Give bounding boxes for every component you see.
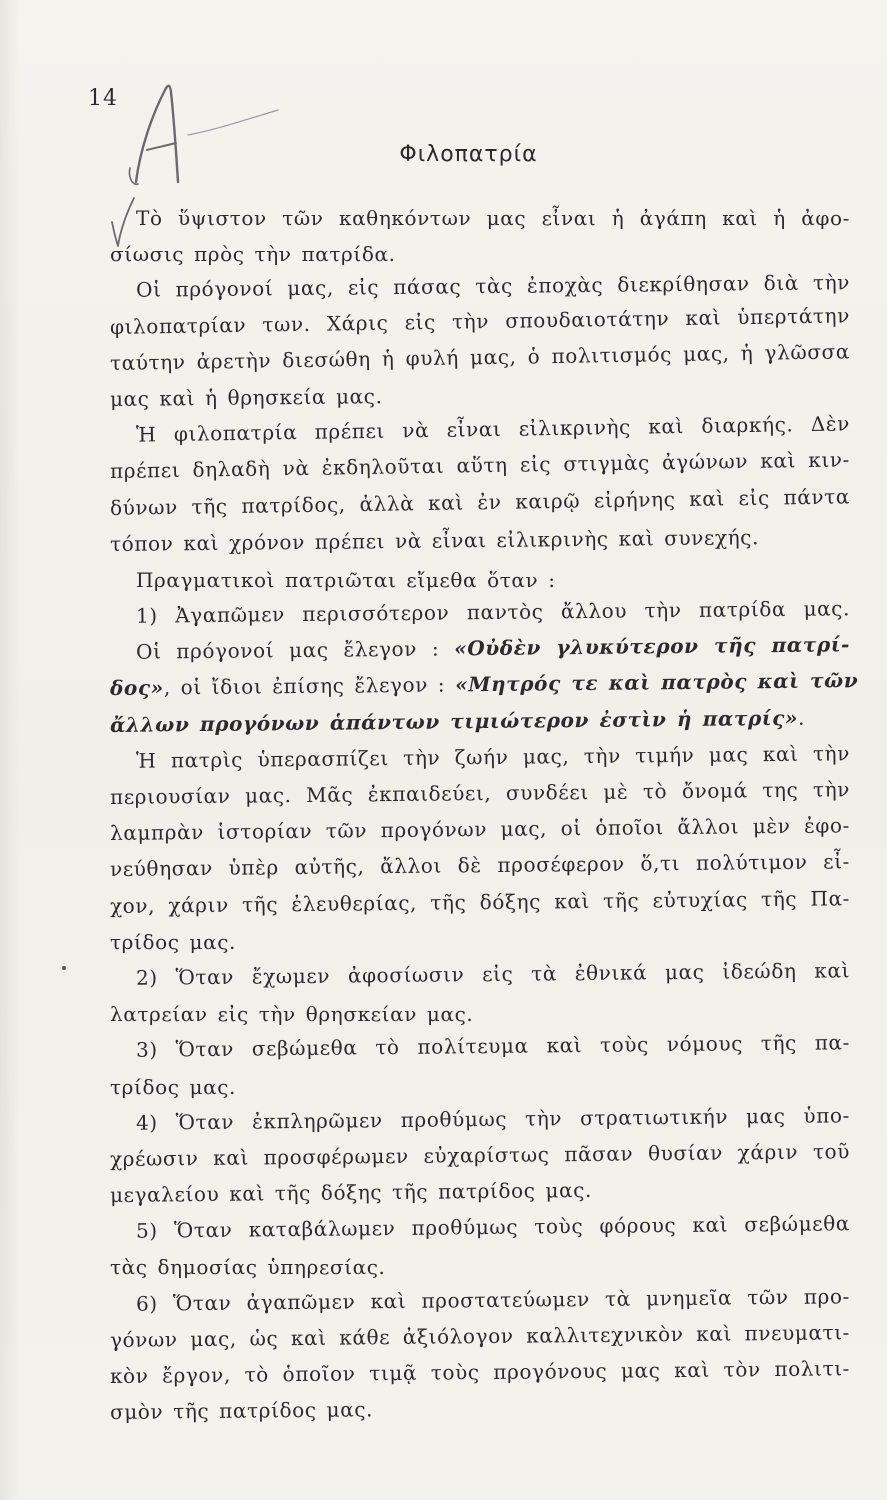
text-line	[110, 518, 850, 562]
text-run: κὸν ἔργον, τὸ ὁποῖον τιμᾷ τοὺς προγόνους μας καὶ τὸν πολιτι-	[109, 1356, 851, 1388]
text-run: .	[797, 705, 806, 730]
text-run: χον, χάριν τῆς ἐλευθερίας, τῆς δόξης καὶ τῆς εὐτυχίας τῆς Πα-	[109, 885, 851, 918]
text-run: σίωσις πρὸς τὴν πατρίδα.	[110, 242, 396, 267]
text-run: γόνων μας, ὡς καὶ κάθε ἀξιόλογον καλλιτεχνικὸν καὶ πνευματι-	[109, 1320, 851, 1352]
stray-dot	[62, 966, 66, 970]
text-run: Πραγματικοὶ πατριῶται εἴμεθα ὅταν :	[136, 567, 556, 592]
text-line	[110, 1025, 850, 1069]
text-run: , οἱ ἴδιοι ἐπίσης ἔλεγον :	[163, 672, 456, 700]
text-run: 4) Ὅταν ἐκπληρῶμεν προθύμως τὴν στρατιωτικήν μας ὑπο-	[135, 1102, 851, 1135]
page-title: Φιλοπατρία	[399, 142, 538, 167]
text-run: Ἡ πατρὶς ὑπερασπίζει τὴν ζωήν μας, τὴν τιμήν μας καὶ τὴν	[135, 741, 851, 773]
emphasized-quote: δος»	[109, 675, 164, 701]
text-run: τρίδος μας.	[110, 929, 236, 954]
text-run: Τὸ ὕψιστον τῶν καθηκόντων μας εἶναι ἡ ἀγάπη καὶ ἡ ἀφο-	[136, 206, 850, 230]
text-run: χρέωσιν καὶ προσφέρωμεν εὐχαρίστως πᾶσαν θυσίαν χάριν τοῦ	[109, 1139, 851, 1171]
text-run: Οἱ πρόγονοί μας ἔλεγον :	[135, 636, 455, 664]
text-line	[110, 1206, 850, 1250]
text-run: λατρείαν εἰς τὴν θρησκείαν μας.	[110, 1002, 474, 1027]
text-run: πρέπει δηλαδὴ νὰ ἐκδηλοῦται αὕτη εἰς στιγμὰς ἀγώνων καὶ κιν-	[109, 447, 851, 484]
text-run: τόπον καὶ χρόνον πρέπει νὰ εἶναι εἰλικρινὴς καὶ συνεχής.	[109, 524, 760, 556]
emphasized-quote: «Μητρός τε καὶ πατρὸς καὶ τῶν	[455, 668, 859, 697]
text-run: περιουσίαν μας. Μᾶς ἐκπαιδεύει, συνδέει μὲ τὸ ὄνομά της τὴν	[109, 777, 851, 809]
body-text	[109, 200, 859, 1430]
text-run: 2) Ὅταν ἔχωμεν ἀφοσίωσιν εἰς τὰ ἐθνικά μας ἰδεώδη καὶ	[135, 958, 851, 990]
text-line	[110, 1386, 850, 1430]
text-run: 3) Ὅταν σεβώμεθα τὸ πολίτευμα καὶ τοὺς νόμους τῆς πα-	[135, 1030, 851, 1063]
text-run: μας καὶ ἡ θρησκεία μας.	[109, 384, 383, 411]
text-run: φιλοπατρίαν των. Χάρις εἰς τὴν σπουδαιοτάτην καὶ ὑπερτάτην	[109, 302, 851, 339]
text-line	[110, 200, 850, 236]
emphasized-quote: ἄλλων προγόνων ἁπάντων τιμιώτερον ἐστὶν ἡ πατρίς»	[109, 705, 799, 737]
text-run: μεγαλείου καὶ τῆς δόξης τῆς πατρίδος μας.	[109, 1178, 593, 1208]
text-line	[110, 952, 850, 996]
text-run: τρίδος μας.	[110, 1074, 236, 1099]
text-run: νεύθησαν ὑπὲρ αὐτῆς, ἄλλοι δὲ προσέφερον ὅ,τι πολύτιμον εἶ-	[109, 849, 851, 882]
page-edge-shadow	[0, 0, 20, 1500]
text-run: 5) Ὅταν καταβάλωμεν προθύμως τοὺς φόρους καὶ σεβώμεθα	[135, 1211, 851, 1243]
text-run: λαμπρὰν ἱστορίαν τῶν προγόνων μας, οἱ ὁποῖοι ἄλλοι μὲν ἐφο-	[109, 813, 851, 846]
text-run: 6) Ὅταν ἀγαπῶμεν καὶ προστατεύωμεν τὰ μνημεῖα τῶν προ-	[135, 1283, 851, 1316]
text-run: τὰς δημοσίας ὑπηρεσίας.	[110, 1255, 386, 1280]
text-run: Ἡ φιλοπατρία πρέπει νὰ εἶναι εἰλικρινὴς καὶ διαρκής. Δὲν	[135, 411, 851, 447]
page-number: 14	[88, 86, 118, 111]
text-run: σμὸν τῆς πατρίδος μας.	[109, 1397, 374, 1425]
emphasized-quote: «Οὐδὲν γλυκύτερον τῆς πατρί-	[454, 632, 851, 661]
text-run: δύνων τῆς πατρίδος, ἀλλὰ καὶ ἐν καιρῷ εἰρήνης καὶ εἰς πάντα	[109, 483, 851, 520]
text-run: ταύτην ἀρετὴν διεσώθη ἡ φυλή μας, ὁ πολιτισμός μας, ἡ γλῶσσα	[109, 339, 851, 375]
text-line	[110, 880, 850, 924]
text-run: 1) Ἀγαπῶμεν περισσότερον παντὸς ἄλλου τὴν πατρίδα μας.	[135, 596, 851, 628]
text-run: Οἱ πρόγονοί μας, εἰς πάσας τὰς ἐποχὰς διεκρίθησαν διὰ τὴν	[135, 270, 851, 303]
